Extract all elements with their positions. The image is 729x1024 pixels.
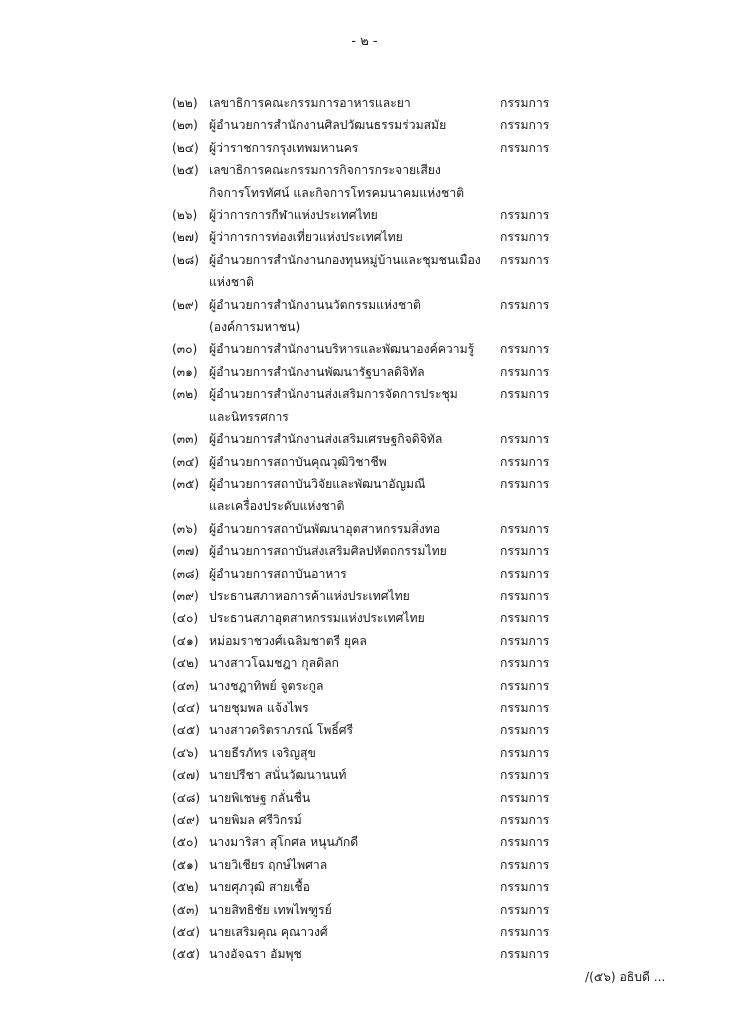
member-role: กรรมการ bbox=[500, 700, 550, 715]
committee-member-row bbox=[172, 226, 572, 248]
member-role: กรรมการ bbox=[500, 118, 550, 133]
committee-member-row bbox=[172, 159, 572, 204]
committee-member-row bbox=[172, 294, 572, 339]
member-number: (๕๑) bbox=[172, 857, 199, 872]
member-name: ผู้อำนวยการสำนักงานบริหารและพัฒนาองค์ความรู้ bbox=[209, 342, 475, 357]
member-number: (๒๗) bbox=[172, 230, 199, 245]
committee-member-row bbox=[172, 921, 572, 943]
committee-member-row bbox=[172, 742, 572, 764]
committee-member-row bbox=[172, 383, 572, 428]
member-role: กรรมการ bbox=[500, 880, 550, 895]
committee-member-row bbox=[172, 787, 572, 809]
member-role: กรรมการ bbox=[500, 790, 550, 805]
member-name: ผู้อำนวยการสถาบันพัฒนาอุตสาหกรรมสิ่งทอ bbox=[209, 521, 441, 536]
member-role: กรรมการ bbox=[500, 521, 550, 536]
member-role: กรรมการ bbox=[500, 813, 550, 827]
member-number: (๒๒) bbox=[172, 96, 198, 110]
member-number: (๔๙) bbox=[172, 813, 200, 827]
committee-member-row bbox=[172, 451, 572, 473]
committee-member-row bbox=[172, 361, 572, 383]
member-role: กรรมการ bbox=[500, 566, 550, 581]
member-number: (๓๔) bbox=[172, 454, 200, 469]
member-role: กรรมการ bbox=[500, 364, 550, 379]
page-number: - ๒ - bbox=[351, 34, 378, 49]
member-role: กรรมการ bbox=[500, 454, 550, 469]
member-name: นายธีรภัทร เจริญสุข bbox=[209, 745, 316, 760]
member-number: (๓๐) bbox=[172, 342, 198, 357]
member-number: (๔๑) bbox=[172, 633, 199, 648]
member-role: กรรมการ bbox=[500, 476, 550, 491]
committee-member-row bbox=[172, 92, 572, 114]
member-role: กรรมการ bbox=[500, 432, 550, 447]
member-role: กรรมการ bbox=[500, 947, 550, 962]
member-name: นางสาวโฉมชฎา กุลดิลก bbox=[209, 656, 339, 671]
member-name: ผู้อำนวยการสำนักงานนวัตกรรมแห่งชาติ (องค์การมหาชน) bbox=[209, 297, 421, 335]
member-name: ผู้อำนวยการสถาบันอาหาร bbox=[209, 566, 347, 581]
member-number: (๓๙) bbox=[172, 588, 199, 603]
member-role: กรรมการ bbox=[500, 835, 550, 850]
member-number: (๕๓) bbox=[172, 902, 200, 917]
member-role: กรรมการ bbox=[500, 925, 550, 940]
member-number: (๔๕) bbox=[172, 723, 200, 738]
committee-member-row bbox=[172, 764, 572, 786]
member-name: นายพิมล ศรีวิกรม์ bbox=[209, 813, 302, 827]
committee-member-row bbox=[172, 249, 572, 294]
member-name: นางมาริสา สุโกศล หนุนภักดี bbox=[209, 835, 359, 850]
member-number: (๒๖) bbox=[172, 208, 198, 223]
member-name: ผู้อำนวยการสถาบันวิจัยและพัฒนาอัญมณี และเครื่องประดับแห่งชาติ bbox=[209, 476, 426, 514]
member-role: กรรมการ bbox=[500, 230, 550, 245]
committee-member-row bbox=[172, 719, 572, 741]
member-name: ผู้อำนวยการสำนักงานกองทุนหมู่บ้านและชุมชนเมือง แห่งชาติ bbox=[209, 252, 481, 290]
member-number: (๓๘) bbox=[172, 566, 200, 581]
member-number: (๔๖) bbox=[172, 745, 199, 760]
member-number: (๔๘) bbox=[172, 790, 201, 805]
member-number: (๕๔) bbox=[172, 925, 200, 940]
continuation-note: /(๕๖) อธิบดี ... bbox=[585, 970, 666, 984]
member-number: (๓๒) bbox=[172, 387, 198, 402]
committee-member-row bbox=[172, 831, 572, 853]
committee-member-row bbox=[172, 114, 572, 136]
committee-member-row bbox=[172, 607, 572, 629]
member-role: กรรมการ bbox=[500, 857, 550, 872]
member-role: กรรมการ bbox=[500, 96, 550, 110]
member-name: ประธานสภาหอการค้าแห่งประเทศไทย bbox=[209, 588, 410, 603]
member-number: (๓๕) bbox=[172, 476, 200, 491]
committee-member-row bbox=[172, 338, 572, 360]
committee-member-list bbox=[172, 92, 572, 966]
member-name: นายพิเชษฐ กลั่นชื่น bbox=[209, 790, 311, 805]
committee-member-row bbox=[172, 630, 572, 652]
member-number: (๓๖) bbox=[172, 521, 198, 536]
member-role: กรรมการ bbox=[500, 140, 550, 155]
member-role: กรรมการ bbox=[500, 208, 550, 223]
member-role: กรรมการ bbox=[500, 633, 550, 648]
member-role: กรรมการ bbox=[500, 745, 550, 760]
member-number: (๒๙) bbox=[172, 297, 199, 312]
committee-member-row bbox=[172, 204, 572, 226]
committee-member-row bbox=[172, 809, 572, 831]
committee-member-row bbox=[172, 675, 572, 697]
member-role: กรรมการ bbox=[500, 588, 550, 603]
committee-member-row bbox=[172, 473, 572, 518]
member-role: กรรมการ bbox=[500, 297, 550, 312]
member-number: (๓๗) bbox=[172, 544, 200, 559]
member-name: เลขาธิการคณะกรรมการอาหารและยา bbox=[209, 96, 411, 110]
member-number: (๔๐) bbox=[172, 611, 199, 626]
member-name: ผู้อำนวยการสถาบันส่งเสริมศิลปหัตถกรรมไทย bbox=[209, 544, 447, 559]
member-name: ผู้อำนวยการสำนักงานส่งเสริมการจัดการประชุม และนิทรรศการ bbox=[209, 387, 458, 424]
member-role: กรรมการ bbox=[500, 387, 550, 402]
committee-member-row bbox=[172, 585, 572, 607]
member-number: (๔๒) bbox=[172, 656, 199, 671]
member-role: กรรมการ bbox=[500, 678, 550, 693]
member-number: (๓๓) bbox=[172, 432, 199, 447]
member-name: นายปรีชา สนั่นวัฒนานนท์ bbox=[209, 768, 347, 783]
committee-member-row bbox=[172, 854, 572, 876]
member-number: (๒๘) bbox=[172, 252, 199, 267]
member-number: (๒๔) bbox=[172, 140, 199, 155]
member-number: (๕๐) bbox=[172, 835, 199, 850]
member-role: กรรมการ bbox=[500, 902, 550, 917]
member-number: (๕๕) bbox=[172, 947, 200, 962]
member-name: นายเสริมคุณ คุณาวงศ์ bbox=[209, 925, 328, 940]
member-name: ผู้ว่าราชการกรุงเทพมหานคร bbox=[209, 140, 359, 155]
member-role: กรรมการ bbox=[500, 252, 550, 267]
committee-member-row bbox=[172, 137, 572, 159]
member-number: (๒๓) bbox=[172, 118, 198, 133]
member-role: กรรมการ bbox=[500, 611, 550, 626]
member-role: กรรมการ bbox=[500, 768, 550, 783]
member-number: (๔๗) bbox=[172, 768, 200, 783]
member-name: ผู้ว่าการการท่องเที่ยวแห่งประเทศไทย bbox=[209, 230, 403, 245]
member-role: กรรมการ bbox=[500, 544, 550, 559]
member-number: (๓๑) bbox=[172, 364, 198, 379]
member-name: ผู้อำนวยการสถาบันคุณวุฒิวิชาชีพ bbox=[209, 454, 387, 469]
member-number: (๕๒) bbox=[172, 880, 199, 895]
member-name: นางชฎาทิพย์ จูตระกูล bbox=[209, 678, 324, 693]
member-name: นายชุมพล แจ้งไพร bbox=[209, 700, 309, 715]
member-name: หม่อมราชวงศ์เฉลิมชาตรี ยุคล bbox=[209, 633, 367, 648]
member-role: กรรมการ bbox=[500, 656, 550, 671]
committee-member-row bbox=[172, 563, 572, 585]
committee-member-row bbox=[172, 428, 572, 450]
committee-member-row bbox=[172, 697, 572, 719]
member-name: นางสาวดริตราภรณ์ โพธิ์ศรี bbox=[209, 723, 354, 738]
member-number: (๔๓) bbox=[172, 678, 200, 693]
member-name: นางอัจฉรา อัมพุช bbox=[209, 947, 302, 962]
member-name: ผู้อำนวยการสำนักงานพัฒนารัฐบาลดิจิทัล bbox=[209, 364, 425, 379]
committee-member-row bbox=[172, 876, 572, 898]
member-name: นายสิทธิชัย เทพไพฑูรย์ bbox=[209, 902, 332, 917]
member-name: ผู้อำนวยการสำนักงานส่งเสริมเศรษฐกิจดิจิทัล bbox=[209, 432, 443, 447]
committee-member-row bbox=[172, 943, 572, 965]
committee-member-row bbox=[172, 518, 572, 540]
committee-member-row bbox=[172, 540, 572, 562]
member-number: (๔๔) bbox=[172, 700, 200, 715]
member-name: นายวิเชียร ฤกษ์ไพศาล bbox=[209, 857, 328, 872]
committee-member-row bbox=[172, 899, 572, 921]
member-name: นายศุภวุฒิ สายเชื้อ bbox=[209, 880, 310, 895]
member-role: กรรมการ bbox=[500, 723, 550, 738]
member-number: (๒๕) bbox=[172, 163, 199, 178]
member-role: กรรมการ bbox=[500, 342, 550, 357]
member-name: เลขาธิการคณะกรรมการกิจการกระจายเสียง กิจการโทรทัศน์ และกิจการโทรคมนาคมแห่งชาติ bbox=[209, 163, 465, 200]
committee-member-row bbox=[172, 652, 572, 674]
member-name: ประธานสภาอุตสาหกรรมแห่งประเทศไทย bbox=[209, 611, 425, 626]
member-name: ผู้ว่าการการกีฬาแห่งประเทศไทย bbox=[209, 208, 378, 223]
member-name: ผู้อำนวยการสำนักงานศิลปวัฒนธรรมร่วมสมัย bbox=[209, 118, 447, 133]
